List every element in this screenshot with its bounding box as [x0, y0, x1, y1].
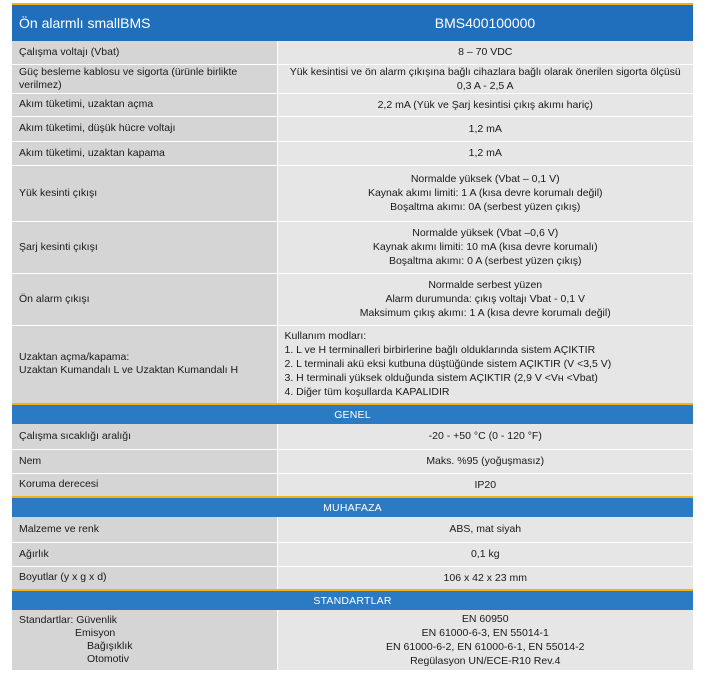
spec-value: -20 - +50 °C (0 - 120 °F)	[277, 424, 693, 449]
table-row	[12, 424, 693, 449]
spec-table	[12, 3, 693, 671]
spec-label: Malzeme ve renk	[12, 517, 277, 542]
table-row	[12, 610, 693, 670]
table-row	[12, 165, 693, 221]
spec-value: Normalde yüksek (Vbat –0,6 V) Kaynak akımı limiti: 10 mA (kısa devre korumalı) Boşaltma akımı: 0 A (serbest yüzen çıkış)	[277, 221, 693, 273]
table-row	[12, 273, 693, 325]
spec-value: 1,2 mA	[277, 116, 693, 141]
spec-label: Ağırlık	[12, 542, 277, 566]
spec-value: Maks. %95 (yoğuşmasız)	[277, 449, 693, 473]
spec-value: Yük kesintisi ve ön alarm çıkışına bağlı cihazlara bağlı olarak önerilen sigorta ölçüsü 0,3 A - 2,5 A	[277, 64, 693, 93]
table-row	[12, 64, 693, 93]
spec-label: Güç besleme kablosu ve sigorta (ürünle birlikte verilmez)	[12, 64, 277, 93]
table-row	[12, 93, 693, 116]
spec-label: Uzaktan açma/kapama: Uzaktan Kumandalı L ve Uzaktan Kumandalı H	[12, 325, 277, 404]
table-row	[12, 221, 693, 273]
spec-label: Akım tüketimi, düşük hücre voltajı	[12, 116, 277, 141]
spec-value: Kullanım modları: 1. L ve H terminalleri birbirlerine bağlı olduklarında sistem AÇIKTIR 2. L terminali akü eksi kutbuna düştüğünde sistem AÇIKTIR (V <3,5 V) 3. H terminali yüksek olduğunda sistem AÇIKTIR (2,9 V <Vʜ <Vbat) 4. Diğer tüm koşullarda KAPALIDIR	[277, 325, 693, 404]
spec-label: Yük kesinti çıkışı	[12, 165, 277, 221]
spec-value: 106 x 42 x 23 mm	[277, 566, 693, 590]
spec-label: Ön alarm çıkışı	[12, 273, 277, 325]
spec-value: Normalde yüksek (Vbat – 0,1 V) Kaynak akımı limiti: 1 A (kısa devre korumalı değil) Boşaltma akımı: 0A (serbest yüzen çıkış)	[277, 165, 693, 221]
spec-value: 0,1 kg	[277, 542, 693, 566]
spec-value: 8 – 70 VDC	[277, 41, 693, 64]
product-name: Ön alarmlı smallBMS	[12, 4, 277, 41]
section-title: MUHAFAZA	[12, 497, 693, 517]
spec-value: ABS, mat siyah	[277, 517, 693, 542]
table-row	[12, 141, 693, 165]
section-header-enclosure	[12, 497, 693, 517]
spec-label: Çalışma sıcaklığı aralığı	[12, 424, 277, 449]
model-number: BMS400100000	[277, 4, 693, 41]
spec-label: Akım tüketimi, uzaktan kapama	[12, 141, 277, 165]
spec-value: 1,2 mA	[277, 141, 693, 165]
section-title: GENEL	[12, 404, 693, 424]
table-row	[12, 542, 693, 566]
table-row	[12, 325, 693, 404]
table-row	[12, 473, 693, 497]
spec-value: 2,2 mA (Yük ve Şarj kesintisi çıkış akımı hariç)	[277, 93, 693, 116]
table-row	[12, 566, 693, 590]
spec-value: Normalde serbest yüzen Alarm durumunda: çıkış voltajı Vbat - 0,1 V Maksimum çıkış akımı: 1 A (kısa devre korumalı değil)	[277, 273, 693, 325]
spec-label: Nem	[12, 449, 277, 473]
spec-label: Çalışma voltajı (Vbat)	[12, 41, 277, 64]
standards-values: EN 60950 EN 61000-6-3, EN 55014-1 EN 61000-6-2, EN 61000-6-1, EN 55014-2 Regülasyon UN/ECE-R10 Rev.4	[277, 610, 693, 670]
table-row	[12, 449, 693, 473]
spec-label: Boyutlar (y x g x d)	[12, 566, 277, 590]
section-header-general	[12, 404, 693, 424]
section-header-standards	[12, 590, 693, 610]
spec-label: Şarj kesinti çıkışı	[12, 221, 277, 273]
table-row	[12, 41, 693, 64]
spec-value: IP20	[277, 473, 693, 497]
table-row	[12, 517, 693, 542]
spec-label: Koruma derecesi	[12, 473, 277, 497]
table-row	[12, 116, 693, 141]
standards-labels: Standartlar: Güvenlik Emisyon Bağışıklık Otomotiv	[12, 610, 277, 670]
header-band	[12, 4, 693, 41]
spec-label: Akım tüketimi, uzaktan açma	[12, 93, 277, 116]
section-title: STANDARTLAR	[12, 590, 693, 610]
